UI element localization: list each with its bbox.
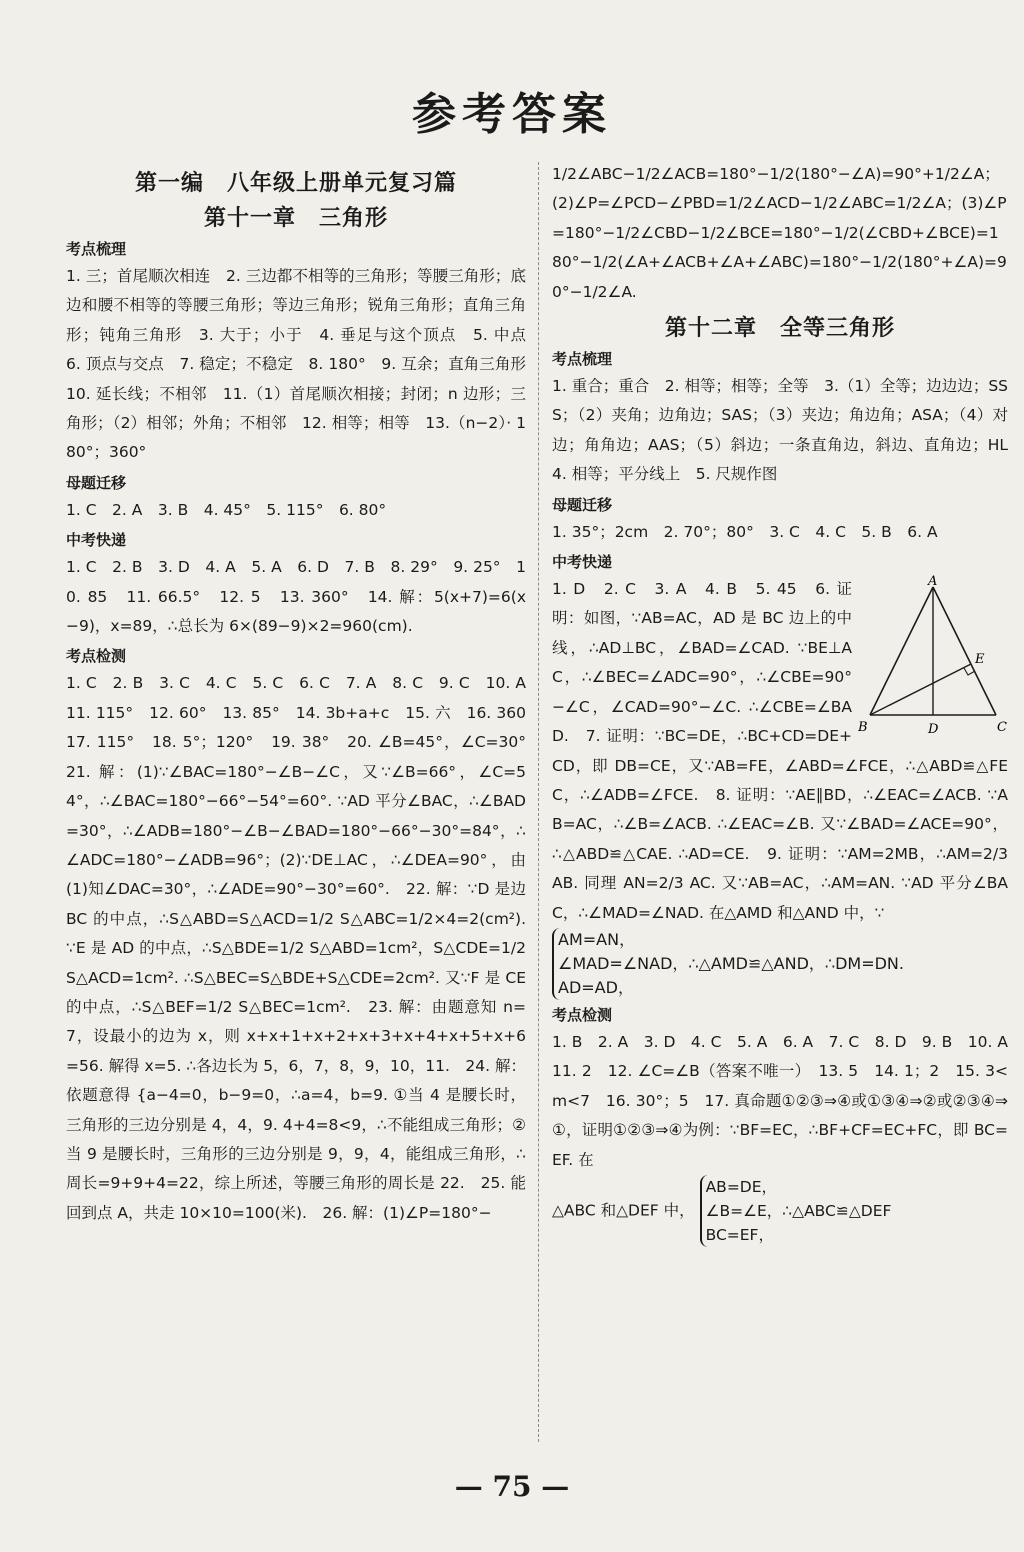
section-heading-test-12: 考点检测 (552, 1005, 613, 1024)
proof-brace-amd (552, 928, 904, 1000)
section-text-test: 1. C 2. B 3. C 4. C 5. C 6. C 7. A 8. C 9. C 10. A 11. 115° 12. 60° 13. 85° 14. 3b+a+c 15. 六 16. 360 17. 115° 18. 5°；120° 19. 38° 20. ∠B=45°，∠C=30° 21. 解：(1)∵∠BAC=180°−∠B−∠C，又∵∠B=66°，∠C=54°，∴∠BAC=180°−66°−54°=60°. ∵AD 平分∠BAC，∴∠BAD=30°，∴∠ADB=180°−∠B−∠BAD=180°−66°−30°=84°，∴∠ADC=180°−∠ADB=96°；(2)∵DE⊥AC，∴∠DEA=90°，由(1)知∠DAC=30°，∴∠ADE=90°−30°=60°. 22. 解：∵D 是边 BC 的中点，∴S△ABD=S△ACD=1/2 S△ABC=1/2×4=2(cm²). ∵E 是 AD 的中点，∴S△BDE=1/2 S△ABD=1cm²，S△CDE=1/2 S△ACD=1cm². ∴S△BEC=S△BDE+S△CDE=2cm². 又∵F 是 CE 的中点，∴S△BEF=1/2 S△BEC=1cm². 23. 解：由题意知 n=7，设最小的边为 x，则 x+x+1+x+2+x+3+x+4+x+5+x+6=56. 解得 x=5. ∴各边长为 5，6，7，8，9，10，11. 24. 解：依题意得 {a−4=0，b−9=0，∴a=4，b=9. ①当 4 是腰长时，三角形的三边分别是 4，4，9. 4+4=8<9，∴不能组成三角形；②当 9 是腰长时，三角形的三边分别是 9，9，4，能组成三角形，∴周长=9+9+4=22，综上所述，等腰三角形的周长是 22. 25. 能回到点 A，共走 10×10=100(米). 26. 解：(1)∠P=180°− (66, 674, 542, 1222)
triangle-diagram (858, 575, 1008, 745)
triangle-figure (858, 575, 1008, 745)
side-ab (870, 587, 933, 715)
section-heading-review: 考点梳理 (66, 240, 127, 258)
brace-line: BC=EF， (705, 1225, 774, 1244)
section-heading-test: 考点检测 (66, 647, 127, 666)
section-text-review-12: 1. 重合；重合 2. 相等；相等；全等 3.（1）全等；边边边；SSS；（2）夹角；边角边；SAS；（3）夹边；角边角；ASA；（4）对边；角角边；AAS；（5）斜边；一条直角边，斜边、直角边；HL 4. 相等；平分线上 5. 尺规作图 (552, 377, 1024, 484)
section-heading-review-12: 考点梳理 (552, 350, 613, 369)
column-divider (538, 162, 539, 1442)
label-d: D (928, 722, 939, 738)
page-title: 参考答案 (412, 89, 612, 140)
brace-line: ∠MAD=∠NAD，∴△AMD≌△AND，∴DM=DN. (558, 953, 904, 973)
continued-answer: 1/2∠ABC−1/2∠ACB=180°−1/2(180°−∠A)=90°+1/2∠A；(2)∠P=∠PCD−∠PBD=1/2∠ACD−1/2∠ABC=1/2∠A；(3)∠P=180°−1/2∠CBD−1/2∠BCE=180°−1/2(∠CBD+∠BCE)=180°−1/2(∠A+∠ACB+∠A+∠ABC)=180°−1/2(180°+∠A)=90°−1/2∠A. (552, 165, 1007, 301)
exam-block-12 (552, 575, 1008, 1000)
section-heading-exam-12: 中考快递 (552, 553, 613, 572)
side-ac (933, 587, 996, 715)
section-text-exam: 1. C 2. B 3. D 4. A 5. A 6. D 7. B 8. 29° 9. 25° 10. 85 11. 66.5° 12. 5 13. 360° 14. 解：5(x+7)=6(x−9)，x=89，∴总长为 6×(89−9)×2=960(cm). (66, 558, 526, 636)
proof-abc-def (552, 1175, 1008, 1247)
section-text-review: 1. 三；首尾顺次相连 2. 三边都不相等的三角形；等腰三角形；底边和腰不相等的等腰三角形；等边三角形；锐角三角形；直角三角形；钝角三角形 3. 大于；小于 4. 垂足与这个顶点 5. 中点 6. 顶点与交点 7. 稳定；不稳定 8. 180° 9. 互余；直角三角形 10. 延长线；不相邻 11.（1）首尾顺次相接；封闭；n 边形；三角形；（2）相邻；外角；不相邻 12. 相等；相等 13.（n−2）· 180°；360° (66, 267, 542, 462)
label-a: A (928, 575, 938, 590)
altitude-be (870, 664, 971, 715)
part-title: 第一编 八年级上册单元复习篇 (134, 170, 457, 196)
section-text-transfer: 1. C 2. A 3. B 4. 45° 5. 115° 6. 80° (66, 500, 387, 519)
label-b: B (858, 720, 868, 736)
section-heading-exam: 中考快递 (66, 531, 127, 550)
page-number: — 75 — (454, 1470, 570, 1503)
left-column (66, 160, 542, 1228)
chapter-12-title: 第十二章 全等三角形 (664, 315, 895, 342)
section-heading-transfer-12: 母题迁移 (552, 495, 613, 514)
section-text-transfer-12: 1. 35°；2cm 2. 70°；80° 3. C 4. C 5. B 6. A (552, 522, 938, 541)
brace-line: AD=AD， (558, 977, 634, 997)
label-e: E (975, 652, 985, 668)
brace-line: AB=DE， (705, 1177, 778, 1196)
proof-brace-abc (700, 1175, 892, 1247)
section-text-test-12: 1. B 2. A 3. D 4. C 5. A 6. A 7. C 8. D 9. B 10. A 11. 2 12. ∠C=∠B（答案不唯一） 13. 5 14. 1；2 15. 3<m<7 16. 30°；5 17. 真命题①②③⇒④或①③④⇒②或②③④⇒①，证明①②③⇒④为例：∵BF=EC，∴BF+CF=EC+FC，即 BC=EF. 在 (552, 1032, 1024, 1169)
label-c: C (997, 720, 1007, 736)
brace-line: ∠B=∠E，∴△ABC≌△DEF (705, 1201, 892, 1220)
brace-line: AM=AN， (558, 929, 636, 949)
proof-prefix: △ABC 和△DEF 中， (552, 1201, 695, 1220)
chapter-11-title: 第十一章 三角形 (203, 205, 388, 231)
section-text-exam-12: 1. D 2. C 3. A 4. B 5. 45 6. 证明：如图，∵AB=AC，AD 是 BC 边上的中线，∴AD⊥BC，∠BAD=∠CAD. ∵BE⊥AC，∴∠BEC=∠ADC=90°，∴∠CBE=90°−∠C，∠CAD=90°−∠C. ∴∠CBE=∠BAD. 7. 证明：∵BC=DE，∴BC+CD=DE+CD，即 DB=CE，又∵AB=FE，∠ABD=∠FCE，∴△ABD≌△FEC，∴∠ADB=∠FCE. 8. 证明：∵AE∥BD，∴∠EAC=∠ACB. ∵AB=AC，∴∠B=∠ACB. ∴∠EAC=∠B. 又∵∠BAD=∠ACE=90°，∴△ABD≌△CAE. ∴AD=CE. 9. 证明：∵AM=2MB，∴AM=2/3 AB. 同理 AN=2/3 AC. 又∵AB=AC，∴AM=AN. ∵AD 平分∠BAC，∴∠MAD=∠NAD. 在△AMD 和△AND 中，∵ (552, 580, 1008, 922)
right-column (552, 160, 1024, 1247)
section-heading-transfer: 母题迁移 (66, 473, 127, 492)
